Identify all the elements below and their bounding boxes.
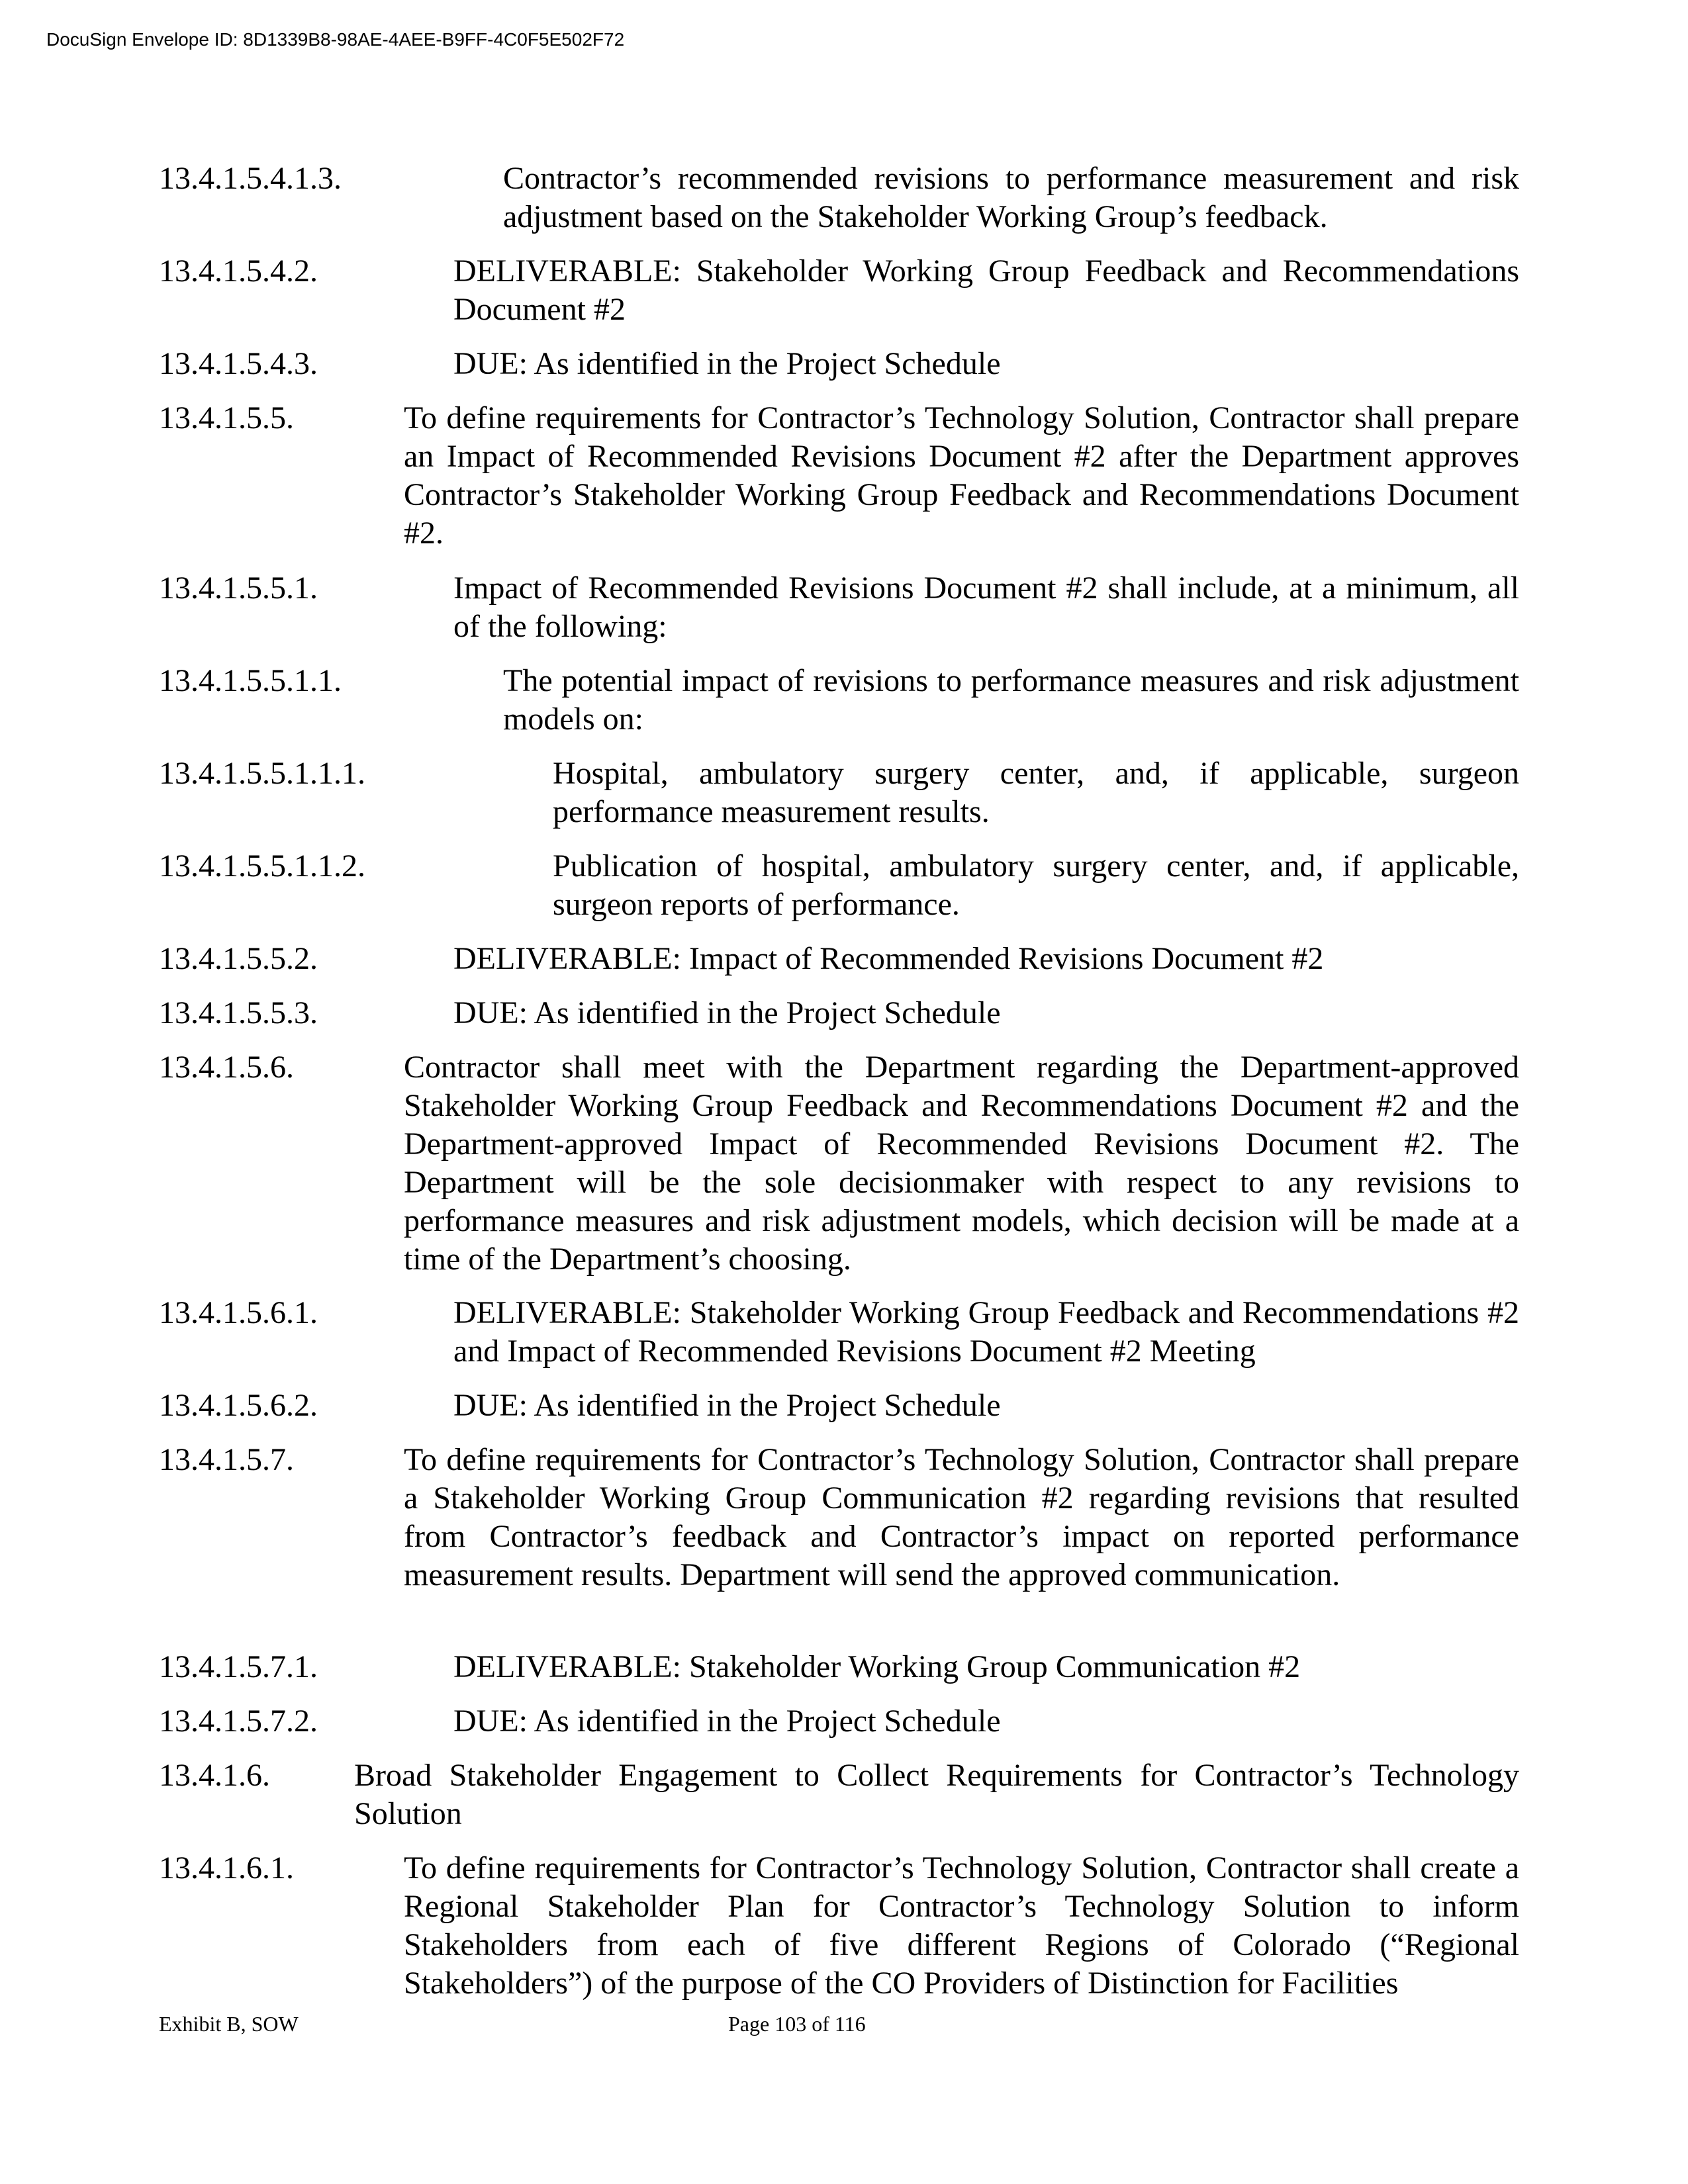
section-number: 13.4.1.5.5. (159, 400, 294, 435)
section-text: To define requirements for Contractor’s Technology Solution, Contractor shall prepare a Stakeholder Working Group Communication #2 regarding revisions that resulted from Contractor’s feedback and Contractor’s impact on reported performance measurement results. Department will send the approved communication. (404, 1442, 1519, 1592)
section-number: 13.4.1.5.5.1.1. (159, 663, 342, 698)
section-number: 13.4.1.5.6. (159, 1050, 294, 1085)
section-text: To define requirements for Contractor’s Technology Solution, Contractor shall prepare an Impact of Recommended Revisions Document #2 after the Department approves Contractor’s Stakeholder Working Group Feedback and Recommendations Document #2. (404, 400, 1519, 551)
section-text: Broad Stakeholder Engagement to Collect Requirements for Contractor’s Technology Solution (354, 1758, 1519, 1831)
section-number: 13.4.1.5.7. (159, 1442, 294, 1477)
section-text: Contractor’s recommended revisions to performance measurement and risk adjustment based on the Stakeholder Working Group’s feedback. (503, 161, 1519, 234)
list-item (159, 754, 1519, 831)
list-item (159, 662, 1519, 739)
docusign-envelope-id: DocuSign Envelope ID: 8D1339B8-98AE-4AEE-B9FF-4C0F5E502F72 (46, 29, 625, 50)
list-item (159, 569, 1519, 646)
list-item (159, 1702, 1519, 1741)
list-item (159, 252, 1519, 329)
section-number: 13.4.1.5.5.1. (159, 570, 318, 606)
section-text: DELIVERABLE: Impact of Recommended Revisions Document #2 (453, 941, 1324, 976)
section-text: Contractor shall meet with the Department regarding the Department-approved Stakeholder Working Group Feedback and Recommendations Document #2 and the Department-approved Impact of Recommended Revisions Document #2. The Department will be the sole decisionmaker with respect to any revisions to performance measures and risk adjustment models, which decision will be made at a time of the Department’s choosing. (404, 1050, 1519, 1277)
section-text: DUE: As identified in the Project Schedule (453, 995, 1001, 1030)
section-number: 13.4.1.5.5.1.1.2. (159, 848, 365, 884)
section-text: DUE: As identified in the Project Schedule (453, 1704, 1001, 1739)
footer-page-number: Page 103 of 116 (728, 2012, 866, 2036)
section-text: The potential impact of revisions to performance measures and risk adjustment models on: (503, 663, 1519, 737)
section-text: DELIVERABLE: Stakeholder Working Group Communication #2 (453, 1649, 1301, 1684)
list-item (159, 994, 1519, 1032)
list-item (159, 847, 1519, 924)
section-number: 13.4.1.5.4.1.3. (159, 161, 342, 196)
section-text: DUE: As identified in the Project Schedule (453, 346, 1001, 381)
section-number: 13.4.1.5.6.2. (159, 1388, 318, 1423)
list-item (159, 940, 1519, 978)
list-item (159, 399, 1519, 553)
section-text: DELIVERABLE: Stakeholder Working Group Feedback and Recommendations #2 and Impact of Recommended Revisions Document #2 Meeting (453, 1295, 1519, 1369)
section-text: To define requirements for Contractor’s Technology Solution, Contractor shall create a Regional Stakeholder Plan for Contractor’s Technology Solution to inform Stakeholders from each of five different Regions of Colorado (“Regional Stakeholders”) of the purpose of the CO Providers of Distinction for Facilities (404, 1850, 1519, 2001)
section-number: 13.4.1.5.5.3. (159, 995, 318, 1030)
section-number: 13.4.1.5.5.2. (159, 941, 318, 976)
section-number: 13.4.1.6. (159, 1758, 270, 1793)
footer-exhibit: Exhibit B, SOW (159, 2012, 299, 2036)
section-number: 13.4.1.5.7.2. (159, 1704, 318, 1739)
list-item (159, 1048, 1519, 1279)
list-item (159, 1849, 1519, 2003)
section-number: 13.4.1.6.1. (159, 1850, 294, 1886)
section-text: DUE: As identified in the Project Schedule (453, 1388, 1001, 1423)
section-number: 13.4.1.5.7.1. (159, 1649, 318, 1684)
section-number: 13.4.1.5.6.1. (159, 1295, 318, 1330)
section-text: Hospital, ambulatory surgery center, and, if applicable, surgeon performance measurement results. (553, 756, 1519, 829)
section-number: 13.4.1.5.4.3. (159, 346, 318, 381)
list-item (159, 1756, 1519, 1833)
list-item (159, 345, 1519, 383)
section-text: Impact of Recommended Revisions Document #2 shall include, at a minimum, all of the following: (453, 570, 1519, 644)
list-item (159, 1294, 1519, 1371)
section-text: Publication of hospital, ambulatory surgery center, and, if applicable, surgeon reports of performance. (553, 848, 1519, 922)
list-item (159, 1387, 1519, 1425)
list-item (159, 1648, 1519, 1686)
section-number: 13.4.1.5.4.2. (159, 253, 318, 289)
list-item (159, 1441, 1519, 1633)
section-text: DELIVERABLE: Stakeholder Working Group Feedback and Recommendations Document #2 (453, 253, 1519, 327)
list-item (159, 159, 1519, 236)
section-number: 13.4.1.5.5.1.1.1. (159, 756, 365, 791)
